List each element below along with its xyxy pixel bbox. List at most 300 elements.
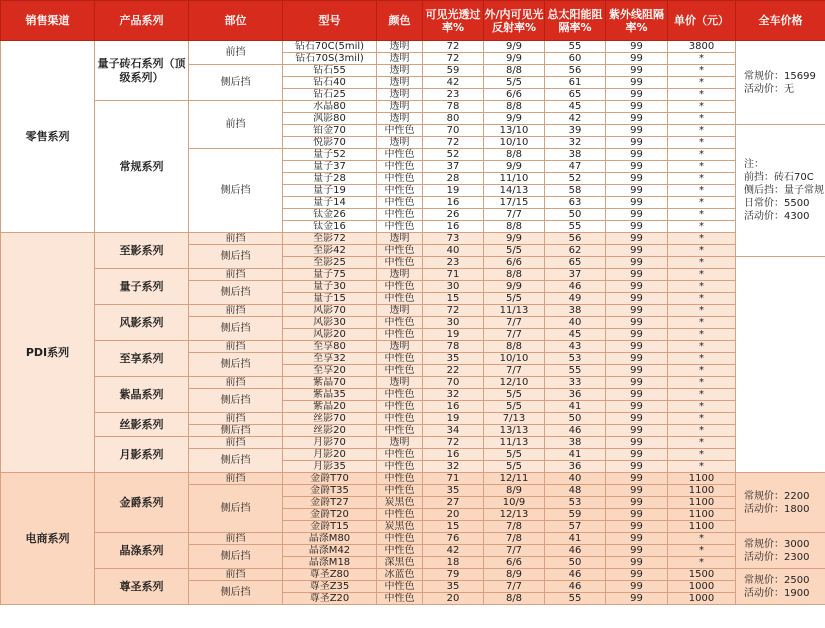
position-cell: 前挡 — [189, 377, 283, 389]
color-cell: 中性色 — [377, 581, 423, 593]
color-cell: 中性色 — [377, 161, 423, 173]
reflectance-cell: 9/9 — [484, 113, 545, 125]
uv-cell: 99 — [606, 317, 668, 329]
header-position: 部位 — [189, 1, 283, 41]
vlt-cell: 42 — [423, 77, 484, 89]
reflectance-cell: 7/7 — [484, 545, 545, 557]
model-cell: 量子75 — [283, 269, 377, 281]
unit-price-cell: * — [668, 389, 736, 401]
color-cell: 透明 — [377, 437, 423, 449]
model-cell: 沨影80 — [283, 113, 377, 125]
table-body — [1, 41, 825, 605]
vlt-cell: 35 — [423, 353, 484, 365]
reflectance-cell: 10/9 — [484, 497, 545, 509]
tser-cell: 52 — [545, 173, 606, 185]
position-cell: 前挡 — [189, 41, 283, 65]
tser-cell: 46 — [545, 581, 606, 593]
position-cell: 侧后挡 — [189, 449, 283, 473]
tser-cell: 55 — [545, 221, 606, 233]
tser-cell: 47 — [545, 161, 606, 173]
uv-cell: 99 — [606, 257, 668, 269]
color-cell: 中性色 — [377, 389, 423, 401]
table-row — [1, 269, 825, 281]
reflectance-cell: 17/15 — [484, 197, 545, 209]
uv-cell: 99 — [606, 329, 668, 341]
model-cell: 月影35 — [283, 461, 377, 473]
model-cell: 金爵T35 — [283, 485, 377, 497]
reflectance-cell: 8/9 — [484, 485, 545, 497]
unit-price-cell: * — [668, 89, 736, 101]
color-cell: 中性色 — [377, 149, 423, 161]
vlt-cell: 71 — [423, 269, 484, 281]
header-series: 产品系列 — [95, 1, 189, 41]
reflectance-cell: 8/8 — [484, 593, 545, 605]
header-vlt: 可见光透过率% — [423, 1, 484, 41]
model-cell: 铂金70 — [283, 125, 377, 137]
tser-cell: 56 — [545, 233, 606, 245]
table-row — [1, 341, 825, 353]
reflectance-cell: 7/7 — [484, 329, 545, 341]
color-cell: 炭黑色 — [377, 497, 423, 509]
tser-cell: 53 — [545, 497, 606, 509]
unit-price-cell: * — [668, 341, 736, 353]
tser-cell: 36 — [545, 461, 606, 473]
position-cell: 侧后挡 — [189, 353, 283, 377]
model-cell: 悦影70 — [283, 137, 377, 149]
channel-cell: 零售系列 — [1, 41, 95, 233]
color-cell: 中性色 — [377, 473, 423, 485]
color-cell: 透明 — [377, 377, 423, 389]
color-cell: 中性色 — [377, 401, 423, 413]
unit-price-cell: * — [668, 293, 736, 305]
tser-cell: 65 — [545, 89, 606, 101]
series-cell: 丝影系列 — [95, 413, 189, 437]
reflectance-cell: 11/13 — [484, 305, 545, 317]
tser-cell: 46 — [545, 281, 606, 293]
unit-price-cell: * — [668, 533, 736, 545]
vlt-cell: 18 — [423, 557, 484, 569]
color-cell: 透明 — [377, 65, 423, 77]
model-cell: 量子52 — [283, 149, 377, 161]
full-price-note — [736, 125, 825, 257]
tser-cell: 36 — [545, 389, 606, 401]
unit-price-cell: * — [668, 305, 736, 317]
tser-cell: 33 — [545, 377, 606, 389]
tser-cell: 43 — [545, 341, 606, 353]
note-line: 活动价：2300 — [744, 551, 810, 563]
model-cell: 量子14 — [283, 197, 377, 209]
uv-cell: 99 — [606, 293, 668, 305]
position-cell: 侧后挡 — [189, 245, 283, 269]
uv-cell: 99 — [606, 161, 668, 173]
model-cell: 金爵T15 — [283, 521, 377, 533]
series-cell: 量子砖石系列（顶级系列） — [95, 41, 189, 101]
reflectance-cell: 5/5 — [484, 449, 545, 461]
vlt-cell: 72 — [423, 437, 484, 449]
tser-cell: 58 — [545, 185, 606, 197]
vlt-cell: 80 — [423, 113, 484, 125]
unit-price-cell: * — [668, 77, 736, 89]
model-cell: 晶涤M42 — [283, 545, 377, 557]
uv-cell: 99 — [606, 305, 668, 317]
uv-cell: 99 — [606, 113, 668, 125]
series-cell: 金爵系列 — [95, 473, 189, 533]
position-cell: 前挡 — [189, 437, 283, 449]
channel-cell: PDI系列 — [1, 233, 95, 473]
vlt-cell: 35 — [423, 581, 484, 593]
model-cell: 至享32 — [283, 353, 377, 365]
reflectance-cell: 8/8 — [484, 341, 545, 353]
uv-cell: 99 — [606, 545, 668, 557]
uv-cell: 99 — [606, 197, 668, 209]
note-line: 活动价：4300 — [744, 211, 810, 222]
model-cell: 尊圣Z80 — [283, 569, 377, 581]
reflectance-cell: 6/6 — [484, 557, 545, 569]
vlt-cell: 32 — [423, 461, 484, 473]
header-full-price: 全车价格 — [736, 1, 825, 41]
header-model: 型号 — [283, 1, 377, 41]
full-price-note — [736, 41, 825, 125]
unit-price-cell: * — [668, 137, 736, 149]
vlt-cell: 16 — [423, 197, 484, 209]
color-cell: 中性色 — [377, 425, 423, 437]
reflectance-cell: 12/10 — [484, 377, 545, 389]
header-unit-price: 单价（元） — [668, 1, 736, 41]
vlt-cell: 19 — [423, 329, 484, 341]
model-cell: 尊圣Z20 — [283, 593, 377, 605]
color-cell: 中性色 — [377, 185, 423, 197]
uv-cell: 99 — [606, 353, 668, 365]
model-cell: 钻石70C(5mil) — [283, 41, 377, 53]
uv-cell: 99 — [606, 377, 668, 389]
uv-cell: 99 — [606, 581, 668, 593]
note-line: 常规价：2200 — [744, 490, 810, 502]
tser-cell: 50 — [545, 557, 606, 569]
vlt-cell: 16 — [423, 401, 484, 413]
table-row — [1, 101, 825, 113]
unit-price-cell: * — [668, 209, 736, 221]
channel-cell: 电商系列 — [1, 473, 95, 605]
reflectance-cell: 9/9 — [484, 233, 545, 245]
model-cell: 紫晶70 — [283, 377, 377, 389]
uv-cell: 99 — [606, 569, 668, 581]
table-row — [1, 533, 825, 545]
uv-cell: 99 — [606, 521, 668, 533]
uv-cell: 99 — [606, 497, 668, 509]
note-line: 常规价：15699 — [744, 70, 816, 82]
color-cell: 透明 — [377, 341, 423, 353]
tser-cell: 32 — [545, 137, 606, 149]
vlt-cell: 73 — [423, 233, 484, 245]
note-line: 日常价：5500 — [744, 198, 810, 209]
color-cell: 透明 — [377, 41, 423, 53]
position-cell: 前挡 — [189, 233, 283, 245]
series-cell: 至影系列 — [95, 233, 189, 269]
uv-cell: 99 — [606, 233, 668, 245]
unit-price-cell: 3800 — [668, 41, 736, 53]
header-uv: 紫外线阻隔率% — [606, 1, 668, 41]
model-cell: 至影42 — [283, 245, 377, 257]
model-cell: 至享80 — [283, 341, 377, 353]
uv-cell: 99 — [606, 509, 668, 521]
color-cell: 透明 — [377, 233, 423, 245]
vlt-cell: 72 — [423, 137, 484, 149]
uv-cell: 99 — [606, 149, 668, 161]
vlt-cell: 71 — [423, 473, 484, 485]
series-cell: 月影系列 — [95, 437, 189, 473]
position-cell: 前挡 — [189, 269, 283, 281]
color-cell: 中性色 — [377, 209, 423, 221]
note-line: 常规价：3000 — [744, 538, 810, 550]
full-price-note — [736, 569, 825, 605]
unit-price-cell: * — [668, 437, 736, 449]
model-cell: 金爵T20 — [283, 509, 377, 521]
unit-price-cell: * — [668, 413, 736, 425]
position-cell: 侧后挡 — [189, 149, 283, 233]
tser-cell: 40 — [545, 317, 606, 329]
uv-cell: 99 — [606, 473, 668, 485]
reflectance-cell: 6/6 — [484, 257, 545, 269]
reflectance-cell: 11/13 — [484, 437, 545, 449]
model-cell: 量子19 — [283, 185, 377, 197]
uv-cell: 99 — [606, 269, 668, 281]
reflectance-cell: 7/13 — [484, 413, 545, 425]
reflectance-cell: 7/7 — [484, 317, 545, 329]
reflectance-cell: 10/10 — [484, 137, 545, 149]
tser-cell: 42 — [545, 113, 606, 125]
model-cell: 钛金26 — [283, 209, 377, 221]
uv-cell: 99 — [606, 437, 668, 449]
header-tser: 总太阳能阻隔率% — [545, 1, 606, 41]
reflectance-cell: 14/13 — [484, 185, 545, 197]
vlt-cell: 15 — [423, 521, 484, 533]
table-row — [1, 437, 825, 449]
uv-cell: 99 — [606, 557, 668, 569]
uv-cell: 99 — [606, 281, 668, 293]
unit-price-cell: * — [668, 401, 736, 413]
tser-cell: 46 — [545, 545, 606, 557]
position-cell: 侧后挡 — [189, 581, 283, 605]
vlt-cell: 40 — [423, 245, 484, 257]
unit-price-cell: * — [668, 245, 736, 257]
reflectance-cell: 13/13 — [484, 425, 545, 437]
model-cell: 钻石25 — [283, 89, 377, 101]
color-cell: 中性色 — [377, 413, 423, 425]
table-row — [1, 413, 825, 425]
tser-cell: 55 — [545, 365, 606, 377]
uv-cell: 99 — [606, 425, 668, 437]
reflectance-cell: 8/9 — [484, 569, 545, 581]
vlt-cell: 23 — [423, 257, 484, 269]
unit-price-cell: * — [668, 377, 736, 389]
tser-cell: 61 — [545, 77, 606, 89]
tser-cell: 40 — [545, 473, 606, 485]
model-cell: 尊圣Z35 — [283, 581, 377, 593]
model-cell: 量子30 — [283, 281, 377, 293]
tser-cell: 45 — [545, 329, 606, 341]
model-cell: 风影20 — [283, 329, 377, 341]
tser-cell: 59 — [545, 509, 606, 521]
tser-cell: 45 — [545, 101, 606, 113]
unit-price-cell: * — [668, 173, 736, 185]
unit-price-cell: 1100 — [668, 521, 736, 533]
color-cell: 冰蓝色 — [377, 569, 423, 581]
color-cell: 透明 — [377, 305, 423, 317]
uv-cell: 99 — [606, 245, 668, 257]
unit-price-cell: * — [668, 101, 736, 113]
color-cell: 中性色 — [377, 281, 423, 293]
position-cell: 前挡 — [189, 533, 283, 545]
header-row — [1, 1, 825, 41]
reflectance-cell: 12/13 — [484, 509, 545, 521]
full-price-note — [736, 533, 825, 569]
unit-price-cell: * — [668, 53, 736, 65]
reflectance-cell: 7/7 — [484, 365, 545, 377]
color-cell: 中性色 — [377, 485, 423, 497]
position-cell: 前挡 — [189, 101, 283, 149]
uv-cell: 99 — [606, 41, 668, 53]
unit-price-cell: 1000 — [668, 581, 736, 593]
uv-cell: 99 — [606, 89, 668, 101]
note-line: 前挡：砖石70C — [744, 172, 814, 183]
unit-price-cell: * — [668, 329, 736, 341]
vlt-cell: 72 — [423, 41, 484, 53]
model-cell: 钛金16 — [283, 221, 377, 233]
vlt-cell: 70 — [423, 377, 484, 389]
vlt-cell: 59 — [423, 65, 484, 77]
color-cell: 中性色 — [377, 221, 423, 233]
tser-cell: 41 — [545, 533, 606, 545]
tser-cell: 49 — [545, 293, 606, 305]
vlt-cell: 22 — [423, 365, 484, 377]
reflectance-cell: 5/5 — [484, 389, 545, 401]
uv-cell: 99 — [606, 341, 668, 353]
unit-price-cell: * — [668, 545, 736, 557]
vlt-cell: 23 — [423, 89, 484, 101]
reflectance-cell: 6/6 — [484, 89, 545, 101]
vlt-cell: 42 — [423, 545, 484, 557]
unit-price-cell: * — [668, 281, 736, 293]
color-cell: 中性色 — [377, 125, 423, 137]
model-cell: 紫晶20 — [283, 401, 377, 413]
unit-price-cell: * — [668, 233, 736, 245]
color-cell: 中性色 — [377, 293, 423, 305]
model-cell: 量子15 — [283, 293, 377, 305]
unit-price-cell: * — [668, 257, 736, 269]
unit-price-cell: 1000 — [668, 593, 736, 605]
tser-cell: 57 — [545, 521, 606, 533]
tser-cell: 60 — [545, 53, 606, 65]
uv-cell: 99 — [606, 137, 668, 149]
reflectance-cell: 8/8 — [484, 149, 545, 161]
color-cell: 透明 — [377, 53, 423, 65]
tser-cell: 56 — [545, 65, 606, 77]
unit-price-cell: * — [668, 461, 736, 473]
reflectance-cell: 9/9 — [484, 281, 545, 293]
model-cell: 量子37 — [283, 161, 377, 173]
model-cell: 水晶80 — [283, 101, 377, 113]
color-cell: 中性色 — [377, 533, 423, 545]
model-cell: 钻石55 — [283, 65, 377, 77]
vlt-cell: 27 — [423, 497, 484, 509]
color-cell: 中性色 — [377, 317, 423, 329]
unit-price-cell: * — [668, 113, 736, 125]
vlt-cell: 20 — [423, 509, 484, 521]
reflectance-cell: 9/9 — [484, 53, 545, 65]
tser-cell: 39 — [545, 125, 606, 137]
position-cell: 侧后挡 — [189, 65, 283, 101]
uv-cell: 99 — [606, 593, 668, 605]
uv-cell: 99 — [606, 185, 668, 197]
vlt-cell: 35 — [423, 485, 484, 497]
vlt-cell: 72 — [423, 305, 484, 317]
vlt-cell: 30 — [423, 281, 484, 293]
tser-cell: 38 — [545, 149, 606, 161]
vlt-cell: 19 — [423, 185, 484, 197]
reflectance-cell: 9/9 — [484, 41, 545, 53]
series-cell: 紫晶系列 — [95, 377, 189, 413]
tser-cell: 38 — [545, 437, 606, 449]
reflectance-cell: 7/7 — [484, 209, 545, 221]
color-cell: 深黑色 — [377, 557, 423, 569]
header-reflectance: 外/内可见光反射率% — [484, 1, 545, 41]
vlt-cell: 15 — [423, 293, 484, 305]
vlt-cell: 26 — [423, 209, 484, 221]
vlt-cell: 37 — [423, 161, 484, 173]
uv-cell: 99 — [606, 125, 668, 137]
note-line: 活动价：1800 — [744, 503, 810, 515]
model-cell: 至享20 — [283, 365, 377, 377]
tser-cell: 55 — [545, 593, 606, 605]
model-cell: 金爵T70 — [283, 473, 377, 485]
model-cell: 月影20 — [283, 449, 377, 461]
reflectance-cell: 5/5 — [484, 245, 545, 257]
vlt-cell: 52 — [423, 149, 484, 161]
reflectance-cell: 8/8 — [484, 65, 545, 77]
model-cell: 紫晶35 — [283, 389, 377, 401]
reflectance-cell: 8/8 — [484, 101, 545, 113]
unit-price-cell: * — [668, 353, 736, 365]
reflectance-cell: 5/5 — [484, 77, 545, 89]
model-cell: 至影72 — [283, 233, 377, 245]
unit-price-cell: * — [668, 317, 736, 329]
vlt-cell: 16 — [423, 449, 484, 461]
color-cell: 炭黑色 — [377, 521, 423, 533]
color-cell: 中性色 — [377, 461, 423, 473]
unit-price-cell: * — [668, 197, 736, 209]
color-cell: 中性色 — [377, 509, 423, 521]
unit-price-cell: * — [668, 65, 736, 77]
unit-price-cell: * — [668, 269, 736, 281]
table-row — [1, 41, 825, 53]
tser-cell: 63 — [545, 197, 606, 209]
reflectance-cell: 7/8 — [484, 533, 545, 545]
color-cell: 中性色 — [377, 197, 423, 209]
model-cell: 晶涤M18 — [283, 557, 377, 569]
uv-cell: 99 — [606, 413, 668, 425]
model-cell: 丝影20 — [283, 425, 377, 437]
reflectance-cell: 5/5 — [484, 401, 545, 413]
position-cell: 侧后挡 — [189, 485, 283, 533]
table-row — [1, 569, 825, 581]
uv-cell: 99 — [606, 209, 668, 221]
position-cell: 侧后挡 — [189, 425, 283, 437]
position-cell: 侧后挡 — [189, 545, 283, 569]
vlt-cell: 16 — [423, 221, 484, 233]
series-cell: 量子系列 — [95, 269, 189, 305]
color-cell: 中性色 — [377, 257, 423, 269]
note-line: 常规价：2500 — [744, 574, 810, 586]
